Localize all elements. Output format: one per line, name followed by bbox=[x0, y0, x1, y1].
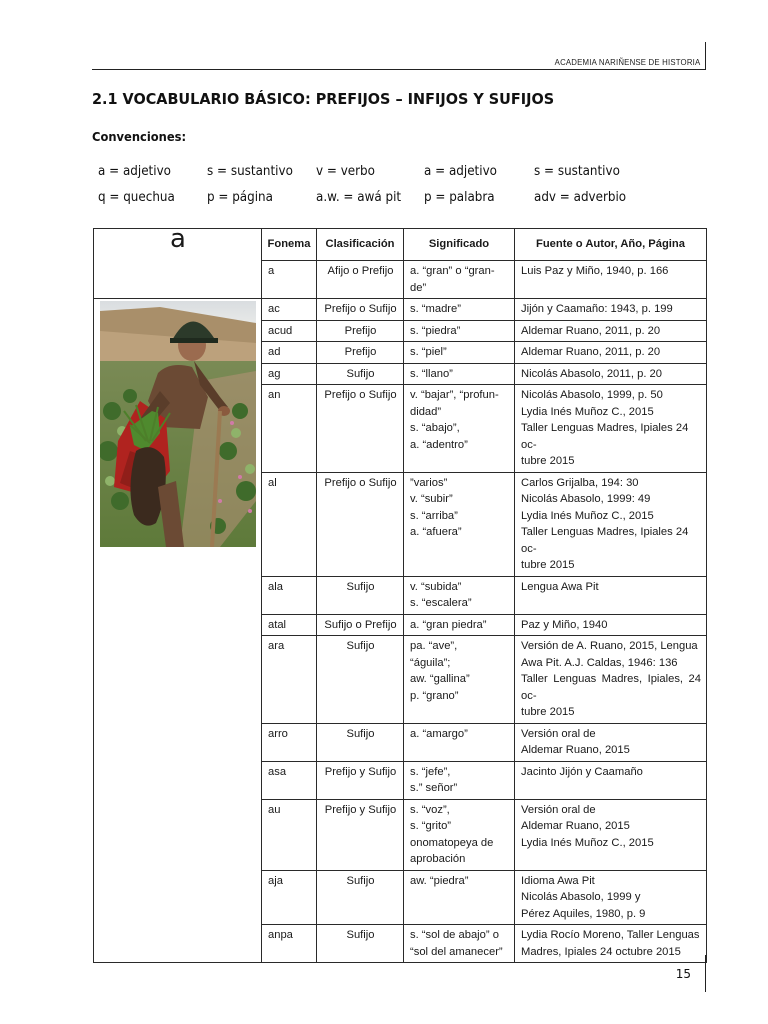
convention-item: a.w. = awá pit bbox=[316, 190, 402, 205]
cell-fuente bbox=[515, 925, 707, 963]
significado-line: de” bbox=[410, 281, 427, 294]
fuente-line: Aldemar Ruano, 2011, p. 20 bbox=[521, 346, 661, 358]
column-header-significado: Significado bbox=[404, 229, 515, 261]
convention-item: a = adjetivo bbox=[98, 164, 171, 179]
cell-fuente bbox=[515, 385, 707, 473]
fuente-line: Paz y Miño, 1940 bbox=[521, 618, 608, 631]
cell-clasificacion: Sufijo bbox=[317, 636, 404, 724]
significado-line: didad” bbox=[410, 405, 442, 418]
significado-line: a. “amargo” bbox=[410, 727, 468, 740]
cell-significado bbox=[404, 799, 515, 870]
significado-line: s. “sol de abajo” o bbox=[410, 929, 499, 941]
cell-fuente bbox=[515, 472, 707, 576]
fuente-line: Madres, Ipiales 24 octubre 2015 bbox=[521, 945, 681, 958]
cell-fuente bbox=[515, 799, 707, 870]
cell-clasificacion: Sufijo o Prefijo bbox=[317, 614, 404, 636]
table-header-row bbox=[94, 229, 707, 261]
cell-significado bbox=[404, 614, 515, 636]
cell-significado bbox=[404, 342, 515, 364]
convention-item: p = palabra bbox=[424, 190, 495, 205]
cell-significado bbox=[404, 472, 515, 576]
cell-significado bbox=[404, 363, 515, 385]
fuente-line: Aldemar Ruano, 2015 bbox=[521, 820, 630, 832]
column-header-clasificacion: Clasificación bbox=[317, 229, 404, 261]
cell-fuente bbox=[515, 576, 707, 614]
significado-line: s. “piedra” bbox=[410, 324, 461, 337]
fuente-line: Nicolás Abasolo, 1999 y bbox=[521, 891, 641, 903]
convention-item: q = quechua bbox=[98, 190, 175, 205]
significado-line: a. “adentro” bbox=[410, 438, 468, 451]
cell-clasificacion: Prefijo y Sufijo bbox=[317, 799, 404, 870]
cell-fonema: atal bbox=[262, 614, 317, 636]
cell-clasificacion: Prefijo bbox=[317, 320, 404, 342]
running-header: ACADEMIA NARIÑENSE DE HISTORIA bbox=[554, 57, 700, 67]
significado-line: v. “bajar”, “profun- bbox=[410, 389, 499, 401]
cell-fuente bbox=[515, 636, 707, 724]
fuente-line: Lydia Inés Muñoz C., 2015 bbox=[521, 509, 654, 522]
cell-significado bbox=[404, 761, 515, 799]
cell-significado bbox=[404, 320, 515, 342]
fuente-line: Luis Paz y Miño, 1940, p. 166 bbox=[521, 265, 669, 277]
significado-line: s. “escalera” bbox=[410, 597, 472, 609]
convention-item: adv = adverbio bbox=[534, 190, 627, 205]
fuente-line: Pérez Aquiles, 1980, p. 9 bbox=[521, 907, 646, 920]
letter-heading: a bbox=[94, 229, 262, 299]
significado-line: pa. “ave”, bbox=[410, 640, 458, 652]
vocabulary-table bbox=[93, 224, 707, 963]
cell-fuente bbox=[515, 261, 707, 299]
cell-significado bbox=[404, 925, 515, 963]
cell-significado bbox=[404, 576, 515, 614]
convention-item: a = adjetivo bbox=[424, 164, 497, 179]
significado-line: s. “madre” bbox=[410, 303, 461, 315]
fuente-line: Lydia Rocío Moreno, Taller Lenguas bbox=[521, 929, 700, 941]
fuente-line: Nicolás Abasolo, 1999: 49 bbox=[521, 493, 651, 505]
page-number: 15 bbox=[675, 967, 691, 981]
fuente-line: tubre 2015 bbox=[521, 559, 575, 571]
significado-line: a. “gran piedra” bbox=[410, 618, 487, 631]
cell-significado bbox=[404, 723, 515, 761]
significado-line: ”varios” bbox=[410, 476, 448, 489]
fuente-line: Nicolás Abasolo, 2011, p. 20 bbox=[521, 367, 662, 380]
fuente-line: tubre 2015 bbox=[521, 455, 575, 467]
cell-fonema: ad bbox=[262, 342, 317, 364]
cell-fonema: aja bbox=[262, 870, 317, 925]
cell-fonema: ac bbox=[262, 299, 317, 321]
fuente-line: Nicolás Abasolo, 1999, p. 50 bbox=[521, 389, 663, 401]
fuente-line: Versión oral de bbox=[521, 803, 596, 816]
significado-line: aw. “piedra” bbox=[410, 874, 469, 887]
column-header-fonema: Fonema bbox=[262, 229, 317, 261]
cell-clasificacion: Prefijo bbox=[317, 342, 404, 364]
significado-line: s. “abajo”, bbox=[410, 422, 460, 434]
cell-clasificacion: Prefijo o Sufijo bbox=[317, 385, 404, 473]
fuente-line: Awa Pit. A.J. Caldas, 1946: 136 bbox=[521, 656, 678, 669]
conventions-label: Convenciones: bbox=[92, 129, 187, 144]
cell-clasificacion: Prefijo o Sufijo bbox=[317, 299, 404, 321]
cell-fonema: arro bbox=[262, 723, 317, 761]
cell-fuente bbox=[515, 870, 707, 925]
significado-line: v. “subida” bbox=[410, 580, 462, 593]
cell-fonema: au bbox=[262, 799, 317, 870]
cell-clasificacion: Afijo o Prefijo bbox=[317, 261, 404, 299]
fuente-line: Taller Lenguas Madres, Ipiales, 24 oc- bbox=[521, 673, 701, 702]
cell-fuente bbox=[515, 761, 707, 799]
cell-fuente bbox=[515, 363, 707, 385]
cell-significado bbox=[404, 636, 515, 724]
footer-divider bbox=[705, 955, 706, 992]
fuente-line: Lydia Inés Muñoz C., 2015 bbox=[521, 405, 654, 418]
cell-fonema: asa bbox=[262, 761, 317, 799]
fuente-line: Versión de A. Ruano, 2015, Lengua bbox=[521, 640, 698, 652]
cell-fuente bbox=[515, 723, 707, 761]
significado-line: s. “jefe”, bbox=[410, 765, 451, 778]
cell-fonema: a bbox=[262, 261, 317, 299]
fuente-line: Versión oral de bbox=[521, 727, 596, 740]
fuente-line: Jijón y Caamaño: 1943, p. 199 bbox=[521, 303, 673, 315]
significado-line: a. “gran” o “gran- bbox=[410, 265, 495, 277]
cell-fuente bbox=[515, 320, 707, 342]
convention-item: p = página bbox=[207, 190, 273, 205]
fuente-line: tubre 2015 bbox=[521, 706, 575, 718]
cell-clasificacion: Sufijo bbox=[317, 925, 404, 963]
significado-line: v. “subir” bbox=[410, 493, 453, 505]
cell-clasificacion: Prefijo o Sufijo bbox=[317, 472, 404, 576]
header-rule bbox=[92, 69, 706, 70]
significado-line: aprobación bbox=[410, 853, 466, 865]
fuente-line: Carlos Grijalba, 194: 30 bbox=[521, 476, 639, 489]
significado-line: “sol del amanecer” bbox=[410, 945, 503, 958]
section-title: 2.1 VOCABULARIO BÁSICO: PREFIJOS – INFIJOS Y SUFIJOS bbox=[92, 90, 555, 108]
significado-line: aw. “gallina” bbox=[410, 673, 470, 685]
convention-item: v = verbo bbox=[316, 164, 375, 179]
fuente-line: Lengua Awa Pit bbox=[521, 580, 599, 593]
cell-significado bbox=[404, 385, 515, 473]
cell-fuente bbox=[515, 614, 707, 636]
significado-line: s. “llano” bbox=[410, 367, 453, 380]
significado-line: onomatopeya de bbox=[410, 836, 494, 849]
cell-clasificacion: Sufijo bbox=[317, 576, 404, 614]
cell-fonema: an bbox=[262, 385, 317, 473]
significado-line: a. “afuera” bbox=[410, 526, 462, 538]
cell-fonema: ag bbox=[262, 363, 317, 385]
significado-line: s. “arriba” bbox=[410, 509, 458, 522]
photo-cell bbox=[94, 299, 262, 963]
column-header-fuente: Fuente o Autor, Año, Página bbox=[515, 229, 707, 261]
cell-significado bbox=[404, 299, 515, 321]
fuente-line: Taller Lenguas Madres, Ipiales 24 oc- bbox=[521, 526, 689, 555]
cell-significado bbox=[404, 870, 515, 925]
convention-item: s = sustantivo bbox=[534, 164, 620, 179]
table-row bbox=[94, 299, 707, 321]
significado-line: s. “piel” bbox=[410, 346, 447, 358]
cell-clasificacion: Sufijo bbox=[317, 363, 404, 385]
cell-fuente bbox=[515, 299, 707, 321]
significado-line: “águila”; bbox=[410, 656, 451, 669]
fuente-line: Lydia Inés Muñoz C., 2015 bbox=[521, 836, 654, 849]
cell-clasificacion: Prefijo y Sufijo bbox=[317, 761, 404, 799]
cell-significado bbox=[404, 261, 515, 299]
cell-fonema: al bbox=[262, 472, 317, 576]
cell-fuente bbox=[515, 342, 707, 364]
cell-fonema: acud bbox=[262, 320, 317, 342]
significado-line: s. “voz”, bbox=[410, 803, 450, 816]
significado-line: s.” señor” bbox=[410, 782, 458, 794]
cell-fonema: anpa bbox=[262, 925, 317, 963]
significado-line: p. “grano” bbox=[410, 689, 459, 702]
farmer-photo bbox=[100, 301, 256, 547]
cell-fonema: ara bbox=[262, 636, 317, 724]
fuente-line: Taller Lenguas Madres, Ipiales 24 oc- bbox=[521, 422, 689, 451]
cell-fonema: ala bbox=[262, 576, 317, 614]
cell-clasificacion: Sufijo bbox=[317, 870, 404, 925]
significado-line: s. “grito” bbox=[410, 820, 452, 832]
fuente-line: Aldemar Ruano, 2011, p. 20 bbox=[521, 324, 661, 337]
cell-clasificacion: Sufijo bbox=[317, 723, 404, 761]
fuente-line: Jacinto Jijón y Caamaño bbox=[521, 765, 643, 778]
header-divider bbox=[705, 42, 706, 70]
fuente-line: Aldemar Ruano, 2015 bbox=[521, 744, 630, 756]
convention-item: s = sustantivo bbox=[207, 164, 293, 179]
fuente-line: Idioma Awa Pit bbox=[521, 874, 595, 887]
